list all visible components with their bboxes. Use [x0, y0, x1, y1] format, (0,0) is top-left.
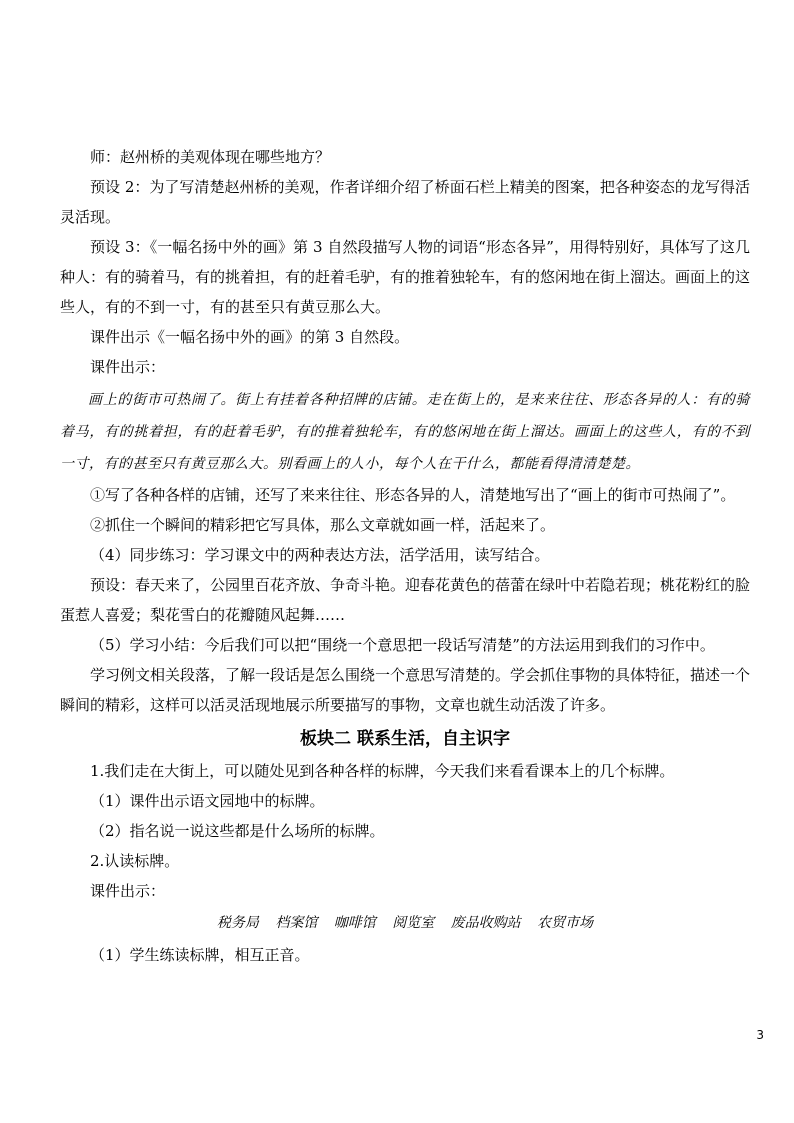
document-body [60, 142, 750, 970]
paragraph: 课件出示： [90, 882, 166, 900]
paragraph: 2.认读标牌。 [90, 852, 180, 870]
section-heading: 板块二 联系生活，自主识字 [300, 729, 510, 749]
paragraph: 1.我们走在大街上，可以随处见到各种各样的标牌，今天我们来看看课本上的几个标牌。 [90, 762, 675, 780]
page-number: 3 [756, 1028, 764, 1042]
paragraph: ②抓住一个瞬间的精彩把它写具体，那么文章就如画一样，活起来了。 [90, 516, 556, 534]
paragraph: （5）学习小结：今后我们可以把“围绕一个意思把一段话写清楚”的方法运用到我们的习作中。 [90, 636, 715, 654]
paragraph: （1）学生练读标牌，相互正音。 [90, 946, 310, 964]
paragraph: ①写了各种各样的店铺，还写了来来往往、形态各异的人，清楚地写出了“画上的街市可热闹了”。 [90, 486, 736, 504]
paragraph: 学习例文相关段落，了解一段话是怎么围绕一个意思写清楚的。学会抓住事物的具体特征，描述一个瞬间的精彩，这样可以活灵活现地展示所要描写的事物，文章也就生动活泼了许多。 [60, 666, 751, 714]
excerpt-text: 画上的街市可热闹了。街上有挂着各种招牌的店铺。走在街上的，是来来往往、形态各异的人：有的骑着马，有的挑着担，有的赶着毛驴，有的推着独轮车，有的悠闲地在街上溜达。画面上的这些人，有的不到一寸，有的甚至只有黄豆那么大。别看画上的人小，每个人在干什么，都能看得清清楚楚。 [60, 392, 750, 472]
paragraph: 预设 3：《一幅名扬中外的画》第 3 自然段描写人物的词语“形态各异”，用得特别好，具体写了这几种人：有的骑着马，有的挑着担，有的赶着毛驴，有的推着独轮车，有的悠闲地在街上溜达。画面上的这些人，有的不到一寸，有的甚至只有黄豆那么大。 [60, 238, 751, 316]
paragraph: （1）课件出示语文园地中的标牌。 [90, 792, 325, 810]
paragraph: 预设 2：为了写清楚赵州桥的美观，作者详细介绍了桥面石栏上精美的图案，把各种姿态的龙写得活灵活现。 [60, 178, 750, 226]
paragraph: （2）指名说一说这些都是什么场所的标牌。 [90, 822, 385, 840]
paragraph: 师：赵州桥的美观体现在哪些地方？ [90, 148, 331, 166]
paragraph: 预设：春天来了，公园里百花齐放、争奇斗艳。迎春花黄色的蓓蕾在绿叶中若隐若现；桃花粉红的脸蛋惹人喜爱；梨花雪白的花瓣随风起舞…… [60, 576, 751, 624]
paragraph: 课件出示《一幅名扬中外的画》的第 3 自然段。 [90, 328, 410, 346]
paragraph: 课件出示： [90, 358, 166, 376]
paragraph: （4）同步练习：学习课文中的两种表达方法，活学活用，读写结合。 [90, 546, 550, 564]
sign-list: 税务局 档案馆 咖啡馆 阅览室 废品收购站 农贸市场 [216, 915, 594, 931]
